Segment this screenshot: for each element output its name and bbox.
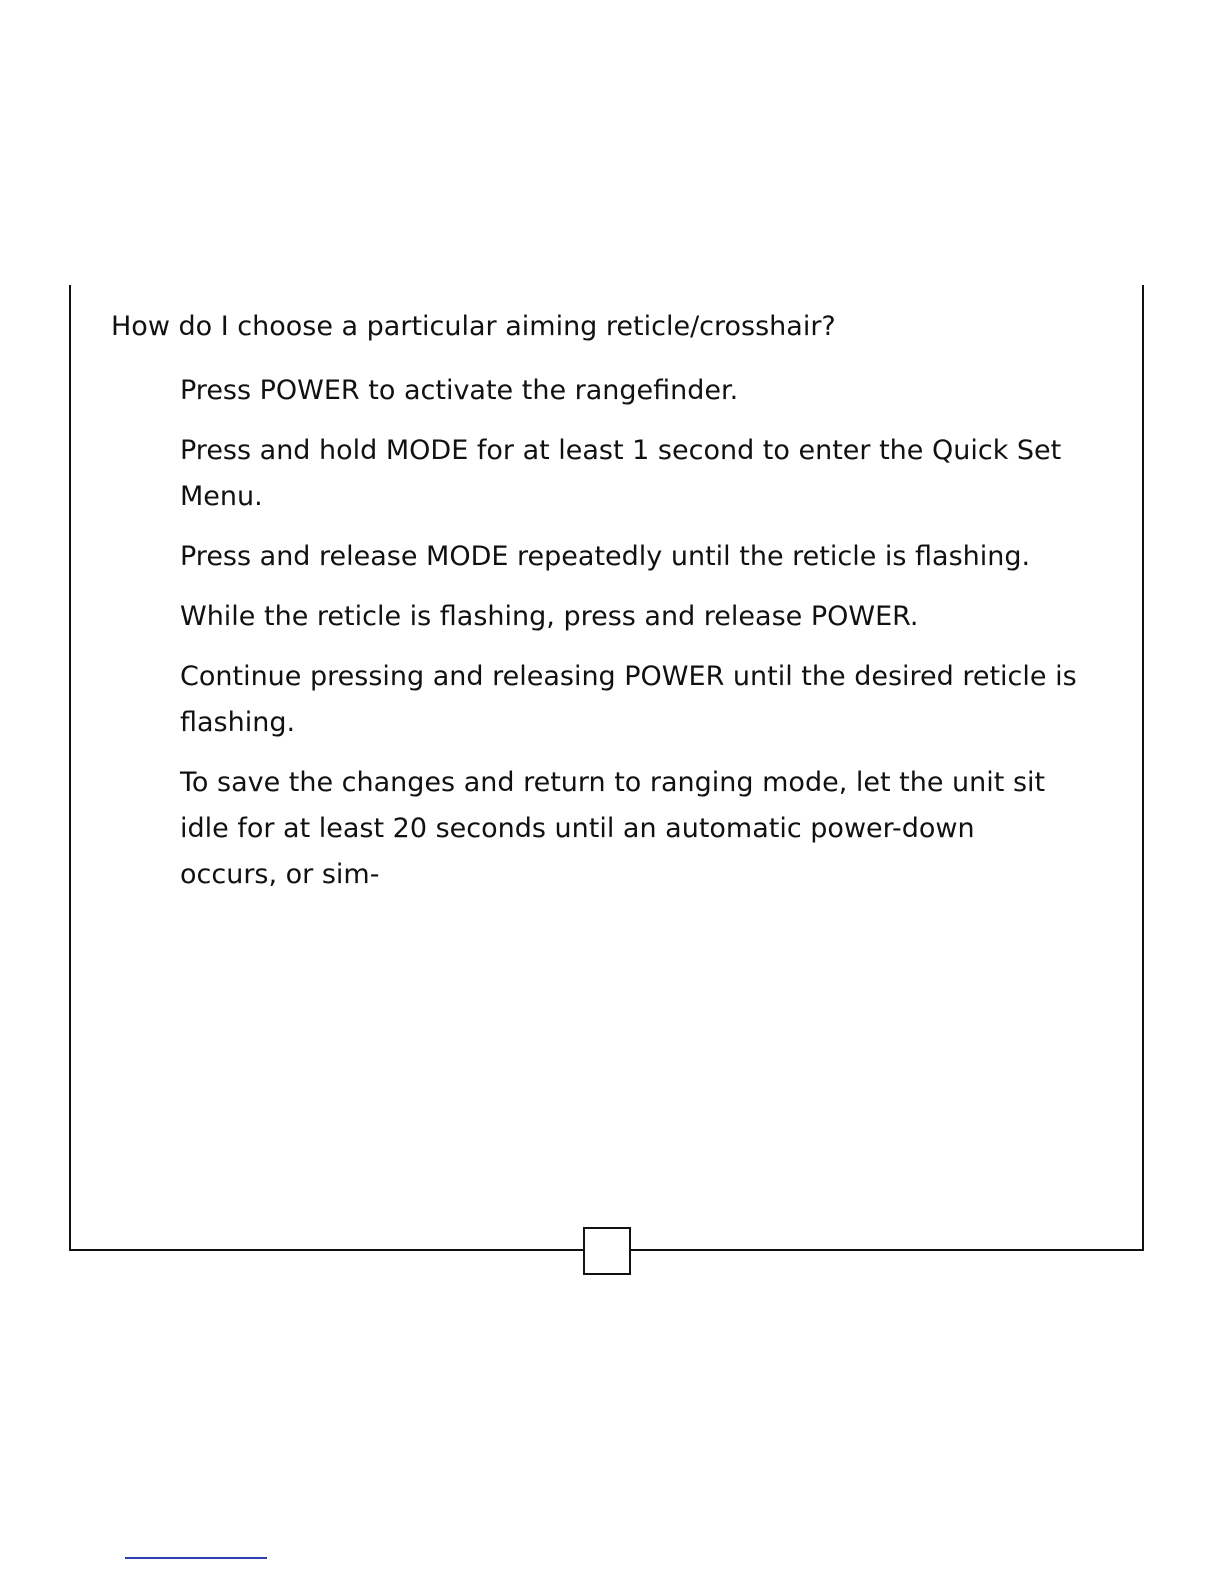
page-number-box (583, 1227, 631, 1275)
step-3: Press and release MODE repeatedly until the reticle is flashing. (180, 541, 1031, 572)
step-6: To save the changes and return to ranging mode, let the unit sit idle for at least 20 seconds until an automatic power-down occurs, or sim- (180, 767, 1046, 890)
instruction-steps (180, 368, 1080, 912)
step-2: Press and hold MODE for at least 1 second to enter the Quick Set Menu. (180, 435, 1062, 512)
footer-rule (125, 1557, 267, 1559)
step-4: While the reticle is flashing, press and release POWER. (180, 601, 919, 632)
frame-right-border (1142, 285, 1144, 1251)
frame-left-border (69, 285, 71, 1251)
step-5: Continue pressing and releasing POWER until the desired reticle is flashing. (180, 661, 1077, 738)
step-1: Press POWER to activate the rangefinder. (180, 375, 739, 406)
faq-question: How do I choose a particular aiming reticle/crosshair? (111, 311, 836, 342)
